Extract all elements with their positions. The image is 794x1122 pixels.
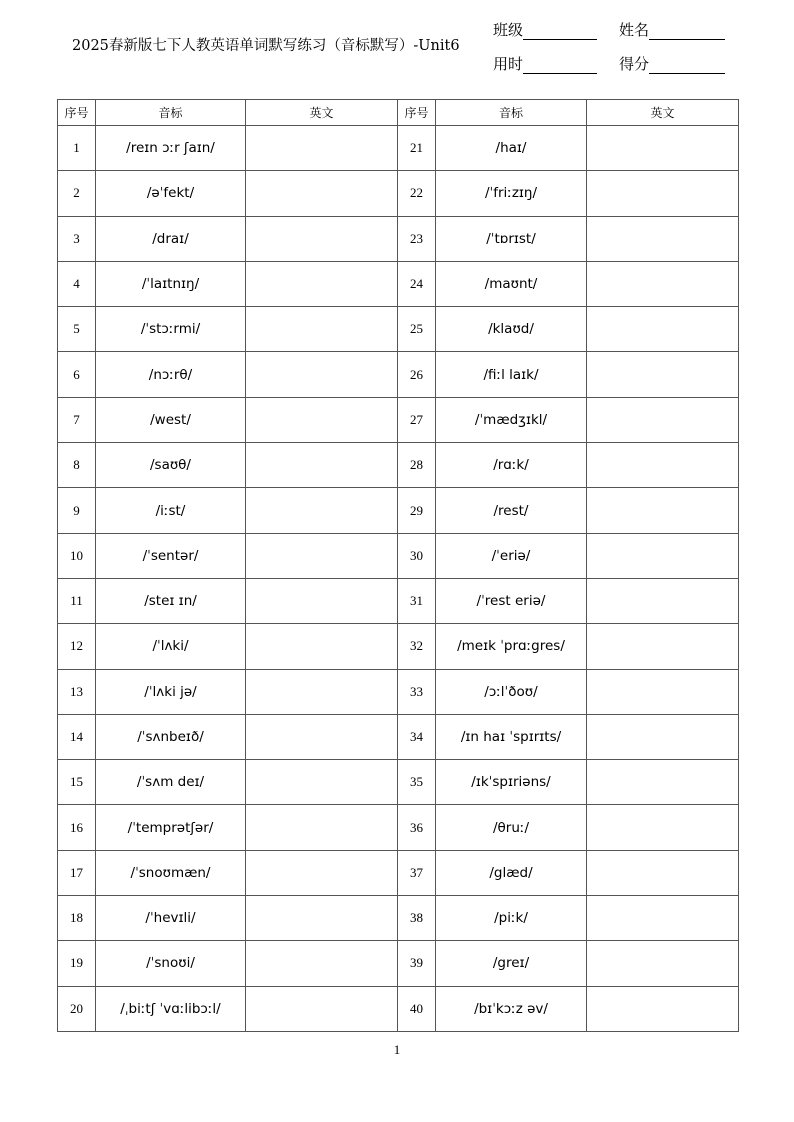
item-number: 16	[58, 805, 96, 850]
item-number: 19	[58, 941, 96, 986]
answer-cell[interactable]	[587, 986, 739, 1031]
phonetic-cell: /klaʊd/	[436, 307, 587, 352]
answer-cell[interactable]	[246, 896, 398, 941]
answer-cell[interactable]	[587, 443, 739, 488]
item-number: 24	[398, 261, 436, 306]
table-row	[58, 216, 739, 261]
item-number: 15	[58, 760, 96, 805]
worksheet-title: 2025春新版七下人教英语单词默写练习（音标默写）-Unit6	[72, 38, 460, 54]
answer-cell[interactable]	[246, 216, 398, 261]
answer-cell[interactable]	[587, 171, 739, 216]
answer-cell[interactable]	[587, 760, 739, 805]
answer-cell[interactable]	[587, 714, 739, 759]
item-number: 38	[398, 896, 436, 941]
phonetic-cell: /ˈmædʒɪkl/	[436, 397, 587, 442]
phonetic-cell: /iːst/	[96, 488, 246, 533]
item-number: 4	[58, 261, 96, 306]
phonetic-cell: /draɪ/	[96, 216, 246, 261]
item-number: 35	[398, 760, 436, 805]
table-header-row	[58, 100, 739, 126]
table-row	[58, 171, 739, 216]
answer-cell[interactable]	[246, 805, 398, 850]
name-blank[interactable]	[649, 23, 725, 40]
item-number: 39	[398, 941, 436, 986]
item-number: 37	[398, 850, 436, 895]
item-number: 7	[58, 397, 96, 442]
phonetic-cell: /ˈhevɪli/	[96, 896, 246, 941]
header-english: 英文	[246, 100, 398, 126]
phonetic-cell: /ˈsnoʊi/	[96, 941, 246, 986]
answer-cell[interactable]	[246, 986, 398, 1031]
answer-cell[interactable]	[246, 533, 398, 578]
item-number: 8	[58, 443, 96, 488]
phonetic-cell: /west/	[96, 397, 246, 442]
item-number: 21	[398, 126, 436, 171]
phonetic-cell: /fiːl laɪk/	[436, 352, 587, 397]
answer-cell[interactable]	[587, 941, 739, 986]
answer-cell[interactable]	[587, 896, 739, 941]
phonetic-cell: /bɪˈkɔːz əv/	[436, 986, 587, 1031]
answer-cell[interactable]	[587, 216, 739, 261]
phonetic-cell: /haɪ/	[436, 126, 587, 171]
phonetic-cell: /greɪ/	[436, 941, 587, 986]
time-label: 用时	[493, 55, 524, 73]
phonetic-cell: /ˈeriə/	[436, 533, 587, 578]
item-number: 12	[58, 624, 96, 669]
header-number: 序号	[58, 100, 96, 126]
item-number: 18	[58, 896, 96, 941]
name-field[interactable]	[619, 19, 725, 40]
phonetic-cell: /rɑːk/	[436, 443, 587, 488]
class-blank[interactable]	[523, 23, 597, 40]
header-english: 英文	[587, 100, 739, 126]
item-number: 20	[58, 986, 96, 1031]
answer-cell[interactable]	[246, 669, 398, 714]
phonetic-cell: /ɪn haɪ ˈspɪrɪts/	[436, 714, 587, 759]
class-label: 班级	[493, 21, 524, 39]
header-phonetic: 音标	[436, 100, 587, 126]
phonetic-cell: /ˌbiːtʃ ˈvɑːlibɔːl/	[96, 986, 246, 1031]
class-field[interactable]	[493, 19, 597, 40]
item-number: 11	[58, 578, 96, 623]
answer-cell[interactable]	[587, 850, 739, 895]
table-row	[58, 126, 739, 171]
table-row	[58, 714, 739, 759]
answer-cell[interactable]	[587, 578, 739, 623]
answer-cell[interactable]	[246, 307, 398, 352]
table-row	[58, 805, 739, 850]
item-number: 5	[58, 307, 96, 352]
header-number: 序号	[398, 100, 436, 126]
answer-cell[interactable]	[587, 397, 739, 442]
answer-cell[interactable]	[246, 443, 398, 488]
answer-cell[interactable]	[246, 941, 398, 986]
phonetic-cell: /ˈlʌki jə/	[96, 669, 246, 714]
item-number: 22	[398, 171, 436, 216]
header-phonetic: 音标	[96, 100, 246, 126]
item-number: 2	[58, 171, 96, 216]
table-row	[58, 443, 739, 488]
phonetic-cell: /ɪkˈspɪriəns/	[436, 760, 587, 805]
item-number: 30	[398, 533, 436, 578]
answer-cell[interactable]	[246, 171, 398, 216]
table-row	[58, 578, 739, 623]
name-label: 姓名	[619, 21, 650, 39]
table-row	[58, 896, 739, 941]
phonetic-cell: /ˈlaɪtnɪŋ/	[96, 261, 246, 306]
item-number: 6	[58, 352, 96, 397]
item-number: 23	[398, 216, 436, 261]
table-row	[58, 261, 739, 306]
page-number: 1	[393, 1042, 401, 1057]
item-number: 36	[398, 805, 436, 850]
answer-cell[interactable]	[587, 261, 739, 306]
phonetic-cell: /reɪn ɔːr ʃaɪn/	[96, 126, 246, 171]
answer-cell[interactable]	[246, 352, 398, 397]
table-row	[58, 850, 739, 895]
phonetic-cell: /ˈrest eriə/	[436, 578, 587, 623]
item-number: 31	[398, 578, 436, 623]
phonetic-cell: /əˈfekt/	[96, 171, 246, 216]
item-number: 1	[58, 126, 96, 171]
answer-cell[interactable]	[587, 533, 739, 578]
phonetic-cell: /ˈsentər/	[96, 533, 246, 578]
table-row	[58, 352, 739, 397]
phonetic-cell: /ɔːlˈðoʊ/	[436, 669, 587, 714]
phonetic-cell: /ˈsʌnbeɪð/	[96, 714, 246, 759]
time-blank[interactable]	[523, 57, 597, 74]
phonetic-cell: /ˈlʌki/	[96, 624, 246, 669]
phonetic-cell: /rest/	[436, 488, 587, 533]
phonetic-cell: /meɪk ˈprɑːgres/	[436, 624, 587, 669]
phonetic-cell: /ˈstɔːrmi/	[96, 307, 246, 352]
phonetic-cell: /nɔːrθ/	[96, 352, 246, 397]
item-number: 27	[398, 397, 436, 442]
table-row	[58, 488, 739, 533]
table-row	[58, 397, 739, 442]
answer-cell[interactable]	[587, 624, 739, 669]
answer-cell[interactable]	[246, 850, 398, 895]
answer-cell[interactable]	[587, 805, 739, 850]
phonetic-cell: /ˈfriːzɪŋ/	[436, 171, 587, 216]
table-row	[58, 624, 739, 669]
phonetic-cell: /piːk/	[436, 896, 587, 941]
score-blank[interactable]	[649, 57, 725, 74]
table-row	[58, 986, 739, 1031]
phonetic-cell: /ˈtemprətʃər/	[96, 805, 246, 850]
answer-cell[interactable]	[587, 126, 739, 171]
table-row	[58, 941, 739, 986]
item-number: 14	[58, 714, 96, 759]
answer-cell[interactable]	[246, 624, 398, 669]
item-number: 34	[398, 714, 436, 759]
answer-cell[interactable]	[587, 307, 739, 352]
item-number: 13	[58, 669, 96, 714]
answer-cell[interactable]	[246, 578, 398, 623]
phonetic-cell: /ˈtɒrɪst/	[436, 216, 587, 261]
answer-cell[interactable]	[587, 352, 739, 397]
answer-cell[interactable]	[587, 669, 739, 714]
answer-cell[interactable]	[587, 488, 739, 533]
item-number: 28	[398, 443, 436, 488]
phonetic-cell: /steɪ ɪn/	[96, 578, 246, 623]
phonetic-cell: /ˈsnoʊmæn/	[96, 850, 246, 895]
answer-cell[interactable]	[246, 126, 398, 171]
answer-cell[interactable]	[246, 488, 398, 533]
item-number: 9	[58, 488, 96, 533]
phonetic-cell: /saʊθ/	[96, 443, 246, 488]
answer-cell[interactable]	[246, 261, 398, 306]
answer-cell[interactable]	[246, 760, 398, 805]
answer-cell[interactable]	[246, 714, 398, 759]
item-number: 25	[398, 307, 436, 352]
item-number: 40	[398, 986, 436, 1031]
score-field[interactable]	[619, 53, 725, 74]
item-number: 33	[398, 669, 436, 714]
table-row	[58, 760, 739, 805]
answer-cell[interactable]	[246, 397, 398, 442]
item-number: 32	[398, 624, 436, 669]
item-number: 10	[58, 533, 96, 578]
item-number: 17	[58, 850, 96, 895]
vocab-table	[57, 99, 739, 1032]
item-number: 26	[398, 352, 436, 397]
table-row	[58, 669, 739, 714]
table-row	[58, 307, 739, 352]
time-field[interactable]	[493, 53, 597, 74]
score-label: 得分	[619, 55, 650, 73]
phonetic-cell: /θruː/	[436, 805, 587, 850]
item-number: 3	[58, 216, 96, 261]
table-row	[58, 533, 739, 578]
item-number: 29	[398, 488, 436, 533]
phonetic-cell: /glæd/	[436, 850, 587, 895]
phonetic-cell: /ˈsʌm deɪ/	[96, 760, 246, 805]
phonetic-cell: /maʊnt/	[436, 261, 587, 306]
